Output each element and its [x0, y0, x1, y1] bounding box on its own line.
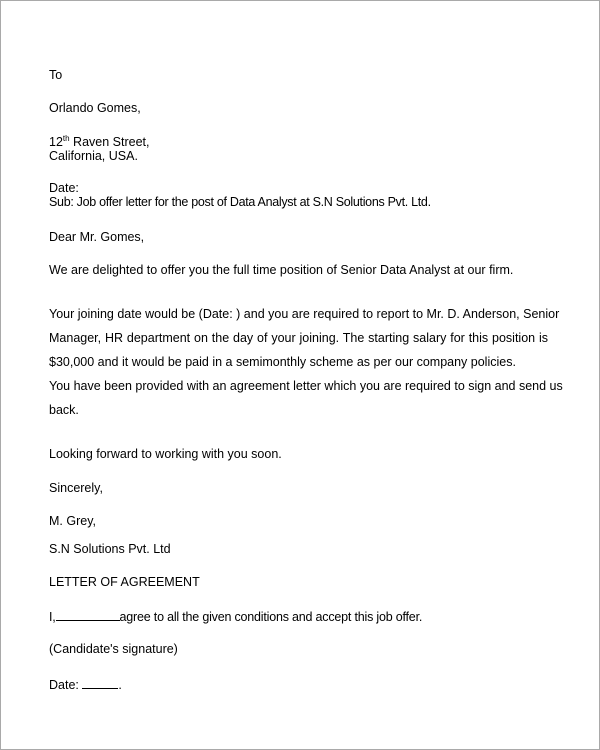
- sign-off: Sincerely,: [49, 481, 103, 495]
- date-field: Date:: [49, 181, 79, 195]
- agreement-statement: [49, 609, 422, 624]
- paragraph-joining-line-1: Your joining date would be (Date: ) and you are required to report to Mr. D. Anderson, Senior: [49, 307, 560, 321]
- paragraph-agreement-line-2: back.: [49, 403, 79, 417]
- address-street: Raven Street,: [69, 135, 150, 149]
- candidate-signature-label: (Candidate's signature): [49, 642, 178, 656]
- paragraph-agreement-line-1: You have been provided with an agreement letter which you are required to sign and send us: [49, 379, 563, 393]
- agreement-title: LETTER OF AGREEMENT: [49, 575, 200, 589]
- address-number: 12: [49, 135, 63, 149]
- recipient-street: [49, 135, 149, 149]
- agreement-date-blank[interactable]: [82, 677, 118, 689]
- recipient-city: California, USA.: [49, 149, 138, 163]
- subject-line: Sub: Job offer letter for the post of Data Analyst at S.N Solutions Pvt. Ltd.: [49, 195, 431, 209]
- salutation: Dear Mr. Gomes,: [49, 230, 145, 244]
- paragraph-joining-line-3: $30,000 and it would be paid in a semimonthly scheme as per our company policies.: [49, 355, 516, 369]
- paragraph-offer: We are delighted to offer you the full time position of Senior Data Analyst at our firm.: [49, 263, 514, 277]
- candidate-name-blank[interactable]: [56, 609, 120, 621]
- company-name: S.N Solutions Pvt. Ltd: [49, 542, 171, 556]
- agreement-date-suffix: .: [118, 678, 122, 692]
- agreement-date: [49, 677, 122, 692]
- statement-prefix: I,: [49, 610, 56, 624]
- agreement-date-label: Date:: [49, 678, 79, 692]
- address-suffix: th: [62, 133, 70, 143]
- paragraph-joining-line-2: Manager, HR department on the day of your joining. The starting salary for this position is: [49, 331, 548, 345]
- closing-line: Looking forward to working with you soon.: [49, 447, 282, 461]
- statement-suffix: agree to all the given conditions and accept this job offer.: [119, 610, 423, 624]
- to-label: To: [49, 68, 63, 82]
- signer-name: M. Grey,: [49, 514, 96, 528]
- recipient-name: Orlando Gomes,: [49, 101, 141, 115]
